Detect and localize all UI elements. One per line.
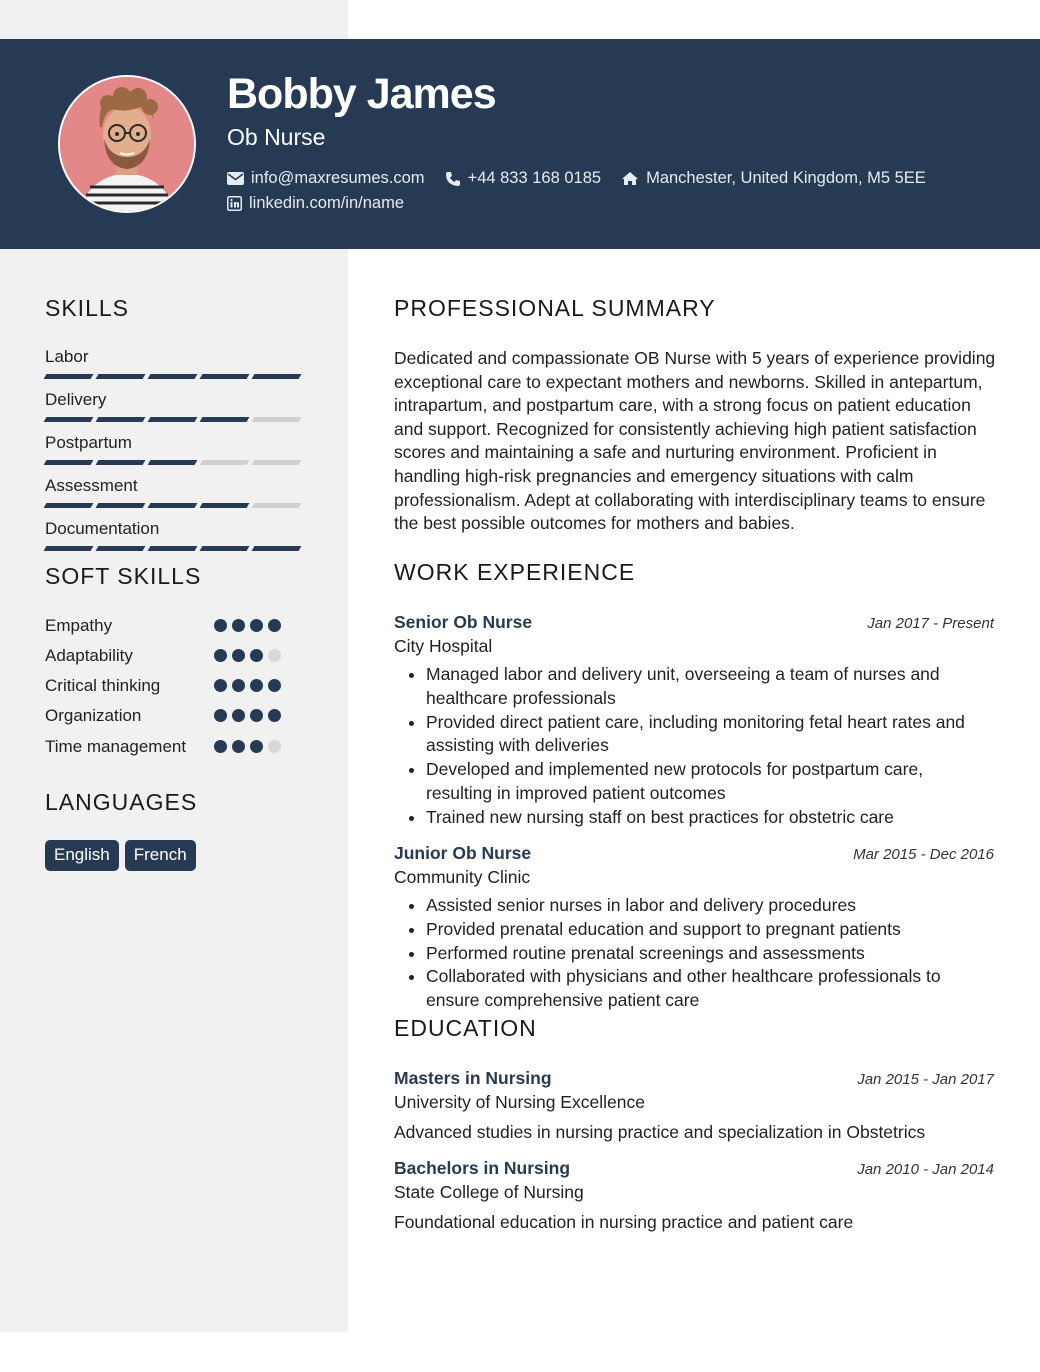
skill-level-segment: [96, 503, 146, 508]
avatar: [58, 75, 196, 213]
list-item: • Managed labor and delivery unit, overseeing a team of nurses and healthcare professionals: [426, 663, 994, 711]
skill-level-segment: [44, 417, 94, 422]
soft-skill-label: Empathy: [45, 616, 113, 635]
rating-dot: [232, 679, 245, 692]
email-contact[interactable]: [227, 169, 425, 188]
rating-dot: [268, 679, 281, 692]
rating-dot: [214, 619, 227, 632]
soft-skill-item: [45, 644, 295, 668]
rating-dot: [250, 740, 263, 753]
soft-skills-heading: SOFT SKILLS: [45, 563, 202, 589]
job-dates: Mar 2015 - Dec 2016: [853, 846, 994, 863]
rating-dot: [250, 619, 263, 632]
skill-level-segment: [252, 460, 302, 465]
skill-level-bar: [45, 417, 305, 422]
rating-dot: [214, 740, 227, 753]
institution: University of Nursing Excellence: [394, 1092, 645, 1112]
phone-icon: [445, 171, 461, 187]
skill-level-segment: [96, 546, 146, 551]
address-contact: [621, 169, 926, 188]
experience-entry: [394, 612, 994, 830]
linkedin-text: linkedin.com/in/name: [249, 194, 404, 212]
rating-dot: [232, 740, 245, 753]
soft-skill-item: [45, 704, 295, 728]
languages-list: [45, 840, 196, 871]
skill-label: Documentation: [45, 519, 160, 538]
skill-level-segment: [252, 503, 302, 508]
skill-level-segment: [200, 374, 250, 379]
employer: City Hospital: [394, 636, 493, 656]
skill-level-bar: [45, 374, 305, 379]
soft-skill-rating: [214, 679, 281, 692]
list-item: • Developed and implemented new protocols for postpartum care, resulting in improved patient outcomes: [426, 758, 994, 806]
skill-level-bar: [45, 546, 305, 551]
degree-description: Foundational education in nursing practice and patient care: [394, 1212, 854, 1232]
employer: Community Clinic: [394, 867, 531, 887]
skill-level-segment: [200, 460, 250, 465]
soft-skill-label: Organization: [45, 706, 142, 725]
skill-level-segment: [96, 417, 146, 422]
rating-dot: [250, 679, 263, 692]
job-title: Ob Nurse: [227, 124, 326, 150]
skill-level-segment: [148, 374, 198, 379]
linkedin-contact[interactable]: [227, 194, 404, 213]
skill-item: [45, 390, 305, 422]
experience-heading: WORK EXPERIENCE: [394, 559, 636, 585]
soft-skill-item: [45, 614, 295, 638]
education-entry: [394, 1068, 994, 1143]
skill-label: Postpartum: [45, 433, 132, 452]
rating-dot: [250, 709, 263, 722]
phone-contact[interactable]: [445, 169, 602, 188]
rating-dot: [268, 740, 281, 753]
skill-level-segment: [44, 546, 94, 551]
job-dates: Jan 2017 - Present: [867, 615, 994, 632]
skill-level-bar: [45, 503, 305, 508]
home-icon: [621, 171, 639, 186]
language-tag: English: [45, 840, 119, 871]
rating-dot: [214, 709, 227, 722]
responsibilities-list: [394, 894, 994, 1013]
soft-skill-rating: [214, 740, 281, 753]
degree-title: Masters in Nursing: [394, 1068, 552, 1088]
rating-dot: [250, 649, 263, 662]
soft-skill-rating: [214, 619, 281, 632]
degree-description: Advanced studies in nursing practice and specialization in Obstetrics: [394, 1122, 926, 1142]
soft-skill-item: [45, 735, 295, 759]
skill-label: Assessment: [45, 476, 138, 495]
languages-heading: LANGUAGES: [45, 789, 198, 815]
email-text: info@maxresumes.com: [251, 169, 425, 187]
experience-entry: [394, 843, 994, 1013]
degree-dates: Jan 2015 - Jan 2017: [857, 1071, 994, 1088]
skill-level-segment: [252, 374, 302, 379]
skill-level-segment: [252, 546, 302, 551]
skill-label: Delivery: [45, 390, 107, 409]
skill-item: [45, 347, 305, 379]
institution: State College of Nursing: [394, 1182, 584, 1202]
skill-level-segment: [252, 417, 302, 422]
rating-dot: [268, 709, 281, 722]
contact-info: [227, 166, 1007, 216]
rating-dot: [232, 619, 245, 632]
list-item: • Trained new nursing staff on best practices for obstetric care: [426, 806, 994, 830]
skill-level-segment: [44, 503, 94, 508]
skill-level-segment: [148, 503, 198, 508]
rating-dot: [214, 679, 227, 692]
skill-level-segment: [200, 417, 250, 422]
skill-level-segment: [200, 546, 250, 551]
soft-skill-label: Time management: [45, 737, 187, 756]
rating-dot: [268, 649, 281, 662]
skill-level-segment: [200, 503, 250, 508]
skill-level-bar: [45, 460, 305, 465]
job-role: Senior Ob Nurse: [394, 612, 533, 632]
soft-skill-rating: [214, 649, 281, 662]
linkedin-icon: [227, 196, 242, 211]
degree-title: Bachelors in Nursing: [394, 1158, 571, 1178]
rating-dot: [214, 649, 227, 662]
skill-item: [45, 476, 305, 508]
skill-label: Labor: [45, 347, 89, 366]
envelope-icon: [227, 172, 244, 185]
job-role: Junior Ob Nurse: [394, 843, 532, 863]
list-item: • Provided prenatal education and support to pregnant patients: [426, 918, 994, 942]
resume-header: [0, 39, 1040, 249]
rating-dot: [268, 619, 281, 632]
phone-text: +44 833 168 0185: [467, 169, 602, 187]
soft-skill-rating: [214, 709, 281, 722]
soft-skill-label: Adaptability: [45, 646, 133, 665]
candidate-name: Bobby James: [227, 70, 496, 118]
skill-level-segment: [148, 546, 198, 551]
degree-dates: Jan 2010 - Jan 2014: [857, 1161, 994, 1178]
soft-skill-item: [45, 674, 295, 698]
list-item: • Performed routine prenatal screenings and assessments: [426, 942, 994, 966]
skill-level-segment: [44, 460, 94, 465]
summary-text: Dedicated and compassionate OB Nurse with 5 years of experience providing exceptional care to expectant mothers and newborns. Skilled in antepartum, intrapartum, and postpartum care, with a strong focus on patient education and support. Recognized for consistently achieving high patient satisfaction scores and maintaining a safe and nurturing environment. Proficient in handling high-risk pregnancies and emergency situations with calm professionalism. Adept at collaborating with interdisciplinary teams to ensure the best possible outcomes for mothers and babies.: [394, 348, 996, 534]
skills-heading: SKILLS: [45, 295, 129, 321]
education-heading: EDUCATION: [394, 1015, 537, 1041]
list-item: • Provided direct patient care, including monitoring fetal heart rates and assisting with deliveries: [426, 711, 994, 759]
language-tag: French: [125, 840, 196, 871]
education-entry: [394, 1158, 994, 1233]
rating-dot: [232, 649, 245, 662]
skill-level-segment: [148, 460, 198, 465]
soft-skill-label: Critical thinking: [45, 676, 161, 695]
skill-level-segment: [96, 460, 146, 465]
responsibilities-list: [394, 663, 994, 830]
list-item: • Collaborated with physicians and other healthcare professionals to ensure comprehensive patient care: [426, 965, 994, 1013]
list-item: • Assisted senior nurses in labor and delivery procedures: [426, 894, 994, 918]
skill-level-segment: [96, 374, 146, 379]
skill-level-segment: [148, 417, 198, 422]
summary-heading: PROFESSIONAL SUMMARY: [394, 295, 716, 321]
skill-item: [45, 433, 305, 465]
skill-level-segment: [44, 374, 94, 379]
skill-item: [45, 519, 305, 551]
address-text: Manchester, United Kingdom, M5 5EE: [646, 169, 926, 187]
rating-dot: [232, 709, 245, 722]
